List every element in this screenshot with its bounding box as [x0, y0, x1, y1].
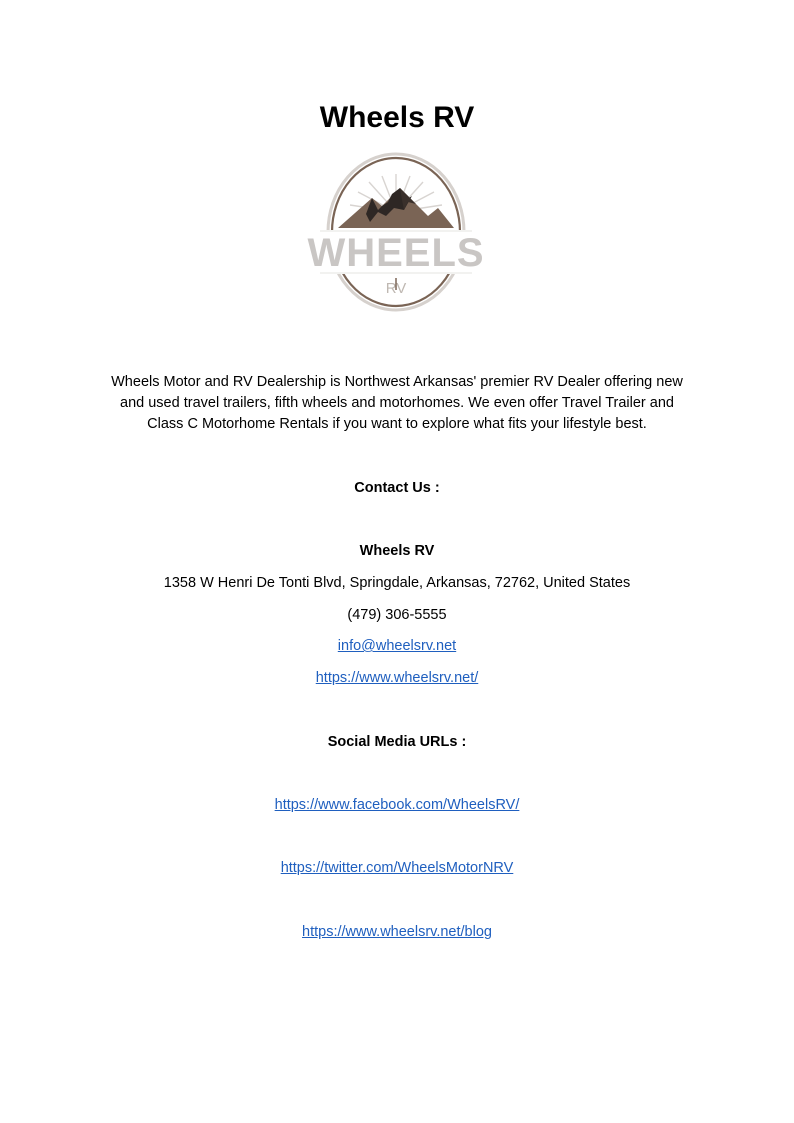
blog-link[interactable]: https://www.wheelsrv.net/blog [302, 924, 492, 940]
intro-paragraph: Wheels Motor and RV Dealership is Northwest Arkansas' premier RV Dealer offering new and used travel trailers, fifth wheels and motorhomes. We even offer Travel Trailer and Class C Motorhome Rentals if you want to explore what fits your lifestyle best. [111, 374, 683, 432]
phone-text: (479) 306-5555 [347, 607, 447, 623]
twitter-link[interactable]: https://twitter.com/WheelsMotorNRV [280, 860, 514, 876]
page-title: Wheels RV [319, 101, 475, 134]
contact-heading: Contact Us : [354, 480, 440, 496]
logo-wordmark: WHEELS [307, 231, 485, 275]
business-name: Wheels RV [359, 543, 435, 559]
social-heading: Social Media URLs : [327, 734, 467, 750]
wheels-rv-logo [307, 150, 485, 315]
facebook-link[interactable]: https://www.facebook.com/WheelsRV/ [274, 797, 520, 813]
website-link[interactable]: https://www.wheelsrv.net/ [315, 670, 479, 686]
email-link[interactable]: info@wheelsrv.net [337, 638, 457, 654]
address-text: 1358 W Henri De Tonti Blvd, Springdale, Arkansas, 72762, United States [163, 575, 631, 591]
logo-sub-mark: RV [385, 280, 407, 297]
